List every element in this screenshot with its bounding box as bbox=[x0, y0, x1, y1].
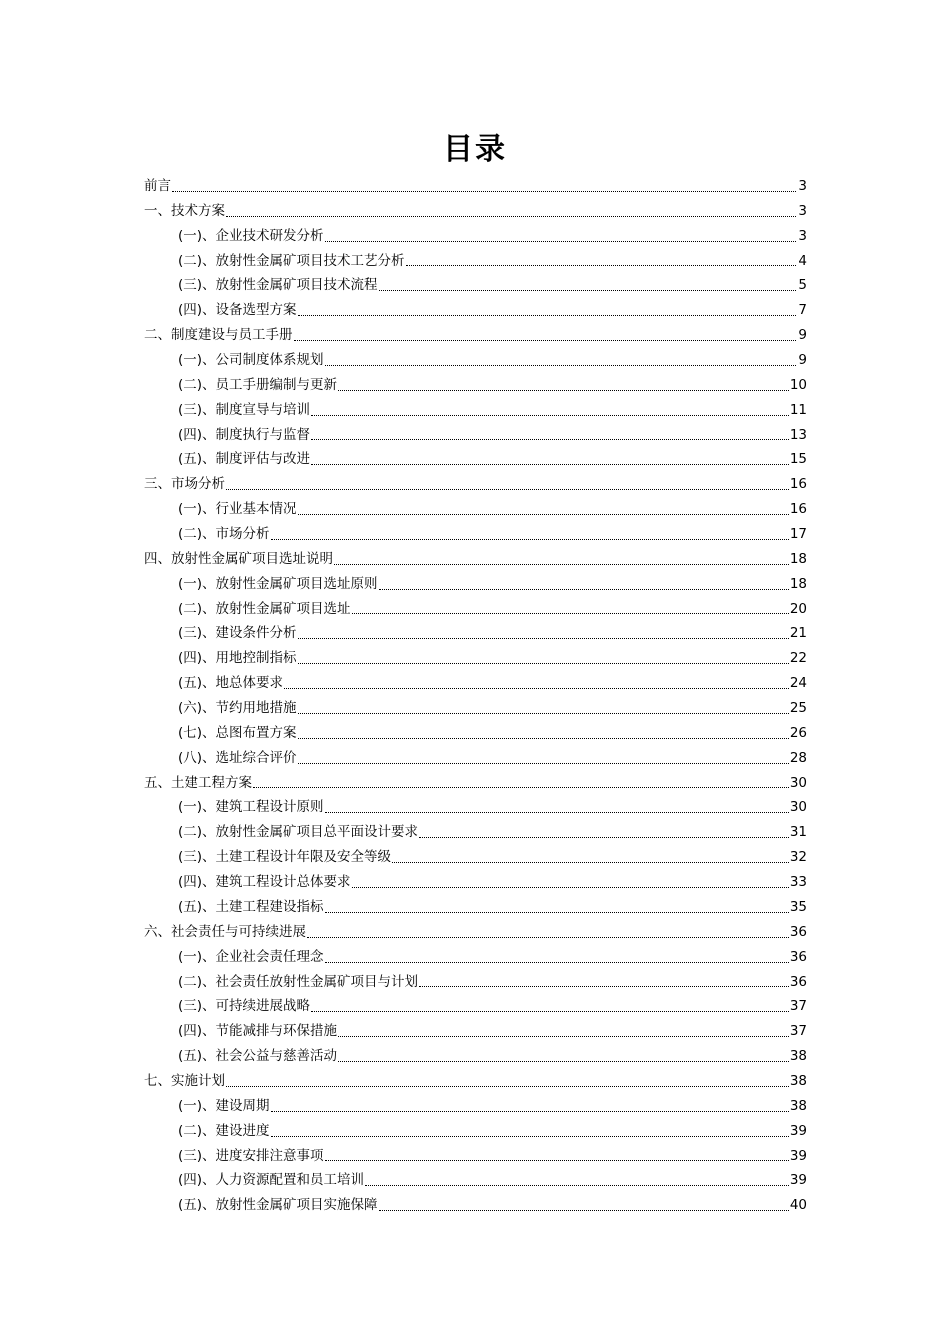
toc-dot-leader bbox=[253, 786, 789, 788]
toc-dot-leader bbox=[338, 389, 789, 391]
toc-dot-leader bbox=[298, 662, 789, 664]
toc-page-number: 38 bbox=[789, 1072, 807, 1089]
toc-entry-title: (三)、土建工程设计年限及安全等级 bbox=[178, 849, 392, 866]
toc-page-number: 31 bbox=[789, 824, 807, 841]
toc-entry[interactable] bbox=[144, 696, 807, 721]
toc-page-number: 37 bbox=[789, 998, 807, 1015]
toc-dot-leader bbox=[298, 737, 789, 739]
toc-entry[interactable] bbox=[144, 721, 807, 746]
toc-page-number: 28 bbox=[789, 749, 807, 766]
toc-page-number: 10 bbox=[789, 376, 807, 393]
toc-entry[interactable] bbox=[144, 323, 807, 348]
toc-dot-leader bbox=[271, 1110, 789, 1112]
toc-dot-leader bbox=[338, 1035, 789, 1037]
toc-page-number: 37 bbox=[789, 1023, 807, 1040]
toc-page-number: 38 bbox=[789, 1048, 807, 1065]
toc-page-number: 4 bbox=[798, 252, 807, 269]
toc-page-number: 30 bbox=[789, 774, 807, 791]
toc-entry-title: (二)、建设进度 bbox=[178, 1122, 270, 1139]
toc-page-number: 15 bbox=[789, 451, 807, 468]
toc-entry-title: (一)、企业社会责任理念 bbox=[178, 948, 324, 965]
toc-entry[interactable] bbox=[144, 845, 807, 870]
toc-page-number: 40 bbox=[789, 1197, 807, 1214]
toc-entry-title: 一、技术方案 bbox=[144, 202, 225, 219]
toc-entry[interactable] bbox=[144, 597, 807, 622]
toc-entry[interactable] bbox=[144, 224, 807, 249]
toc-entry[interactable] bbox=[144, 994, 807, 1019]
toc-dot-leader bbox=[365, 1184, 789, 1186]
toc-dot-leader bbox=[419, 836, 789, 838]
toc-page-number: 18 bbox=[789, 550, 807, 567]
toc-dot-leader bbox=[379, 588, 789, 590]
toc-dot-leader bbox=[325, 240, 796, 242]
toc-entry[interactable] bbox=[144, 621, 807, 646]
toc-entry[interactable] bbox=[144, 820, 807, 845]
toc-page-number: 16 bbox=[789, 501, 807, 518]
toc-entry[interactable] bbox=[144, 1044, 807, 1069]
toc-entry[interactable] bbox=[144, 895, 807, 920]
toc-entry[interactable] bbox=[144, 795, 807, 820]
toc-page-number: 22 bbox=[789, 650, 807, 667]
toc-entry[interactable] bbox=[144, 348, 807, 373]
toc-entry-title: (八)、选址综合评价 bbox=[178, 749, 297, 766]
toc-dot-leader bbox=[284, 687, 789, 689]
toc-dot-leader bbox=[325, 911, 789, 913]
toc-dot-leader bbox=[226, 1085, 789, 1087]
toc-dot-leader bbox=[298, 314, 796, 316]
toc-entry-title: (五)、放射性金属矿项目实施保障 bbox=[178, 1197, 378, 1214]
toc-entry[interactable] bbox=[144, 522, 807, 547]
toc-page-number: 16 bbox=[789, 476, 807, 493]
toc-entry-title: (一)、企业技术研发分析 bbox=[178, 227, 324, 244]
toc-dot-leader bbox=[271, 538, 789, 540]
toc-page-number: 11 bbox=[789, 401, 807, 418]
toc-entry[interactable] bbox=[144, 1168, 807, 1193]
toc-entry-title: (四)、设备选型方案 bbox=[178, 302, 297, 319]
toc-dot-leader bbox=[271, 1135, 789, 1137]
toc-page-number: 30 bbox=[789, 799, 807, 816]
toc-page-number: 39 bbox=[789, 1122, 807, 1139]
toc-dot-leader bbox=[298, 762, 789, 764]
toc-page-number: 36 bbox=[789, 973, 807, 990]
toc-entry-title: (五)、地总体要求 bbox=[178, 675, 284, 692]
toc-entry-title: 三、市场分析 bbox=[144, 476, 225, 493]
toc-page-number: 3 bbox=[798, 202, 807, 219]
toc-entry-title: 六、社会责任与可持续进展 bbox=[144, 923, 306, 940]
toc-dot-leader bbox=[352, 886, 789, 888]
toc-entry[interactable] bbox=[144, 771, 807, 796]
toc-entry[interactable] bbox=[144, 646, 807, 671]
toc-dot-leader bbox=[325, 364, 796, 366]
toc-entry-title: (四)、节能减排与环保措施 bbox=[178, 1023, 338, 1040]
toc-entry-title: (三)、放射性金属矿项目技术流程 bbox=[178, 277, 378, 294]
toc-dot-leader bbox=[311, 414, 789, 416]
toc-entry[interactable] bbox=[144, 373, 807, 398]
toc-entry-title: (七)、总图布置方案 bbox=[178, 724, 297, 741]
toc-entry[interactable] bbox=[144, 199, 807, 224]
toc-entry-title: (四)、制度执行与监督 bbox=[178, 426, 311, 443]
toc-page-number: 7 bbox=[798, 302, 807, 319]
toc-dot-leader bbox=[311, 463, 789, 465]
toc-dot-leader bbox=[352, 612, 789, 614]
toc-entry-title: (二)、放射性金属矿项目总平面设计要求 bbox=[178, 824, 419, 841]
toc-entry-title: (一)、行业基本情况 bbox=[178, 501, 297, 518]
toc-dot-leader bbox=[325, 961, 789, 963]
toc-entry[interactable] bbox=[144, 472, 807, 497]
toc-page-number: 3 bbox=[798, 178, 807, 194]
toc-dot-leader bbox=[338, 1060, 789, 1062]
toc-dot-leader bbox=[419, 985, 789, 987]
toc-page-number: 39 bbox=[789, 1172, 807, 1189]
toc-page-number: 17 bbox=[789, 526, 807, 543]
toc-page-number: 3 bbox=[798, 227, 807, 244]
toc-entry[interactable] bbox=[144, 1193, 807, 1218]
toc-entry[interactable] bbox=[144, 746, 807, 771]
toc-entry[interactable] bbox=[144, 1019, 807, 1044]
toc-entry-title: (一)、公司制度体系规划 bbox=[178, 352, 324, 369]
toc-entry[interactable] bbox=[144, 970, 807, 995]
toc-page-number: 9 bbox=[798, 327, 807, 344]
toc-page-number: 5 bbox=[798, 277, 807, 294]
toc-page-number: 26 bbox=[789, 724, 807, 741]
toc-entry-title: (四)、建筑工程设计总体要求 bbox=[178, 874, 351, 891]
toc-entry[interactable] bbox=[144, 671, 807, 696]
toc-dot-leader bbox=[325, 811, 789, 813]
toc-entry-title: 二、制度建设与员工手册 bbox=[144, 327, 293, 344]
toc-entry[interactable] bbox=[144, 398, 807, 423]
toc-entry-title: 四、放射性金属矿项目选址说明 bbox=[144, 550, 333, 567]
toc-entry-title: (一)、建筑工程设计原则 bbox=[178, 799, 324, 816]
toc-entry[interactable] bbox=[144, 1069, 807, 1094]
toc-entry[interactable] bbox=[144, 870, 807, 895]
toc-entry-title: (三)、可持续进展战略 bbox=[178, 998, 311, 1015]
page-title: 目录 bbox=[443, 132, 507, 167]
toc-page-number: 25 bbox=[789, 700, 807, 717]
toc-entry-title: (三)、进度安排注意事项 bbox=[178, 1147, 324, 1164]
toc-entry-title: (二)、社会责任放射性金属矿项目与计划 bbox=[178, 973, 419, 990]
toc-dot-leader bbox=[307, 936, 789, 938]
toc-page-number: 20 bbox=[789, 600, 807, 617]
toc-entry[interactable] bbox=[144, 920, 807, 945]
toc-page-number: 32 bbox=[789, 849, 807, 866]
toc-entry-title: (六)、节约用地措施 bbox=[178, 700, 297, 717]
toc-dot-leader bbox=[379, 289, 796, 291]
toc-dot-leader bbox=[298, 513, 789, 515]
toc-entry-title: (五)、制度评估与改进 bbox=[178, 451, 311, 468]
toc-dot-leader bbox=[325, 1159, 789, 1161]
toc-page-number: 24 bbox=[789, 675, 807, 692]
toc-entry[interactable] bbox=[144, 423, 807, 448]
toc-entry-title: 五、土建工程方案 bbox=[144, 774, 252, 791]
toc-entry-title: (四)、用地控制指标 bbox=[178, 650, 297, 667]
toc-dot-leader bbox=[294, 339, 797, 341]
toc-page-number: 39 bbox=[789, 1147, 807, 1164]
toc-entry-title: (二)、员工手册编制与更新 bbox=[178, 376, 338, 393]
toc-entry-title: 七、实施计划 bbox=[144, 1072, 225, 1089]
toc-entry[interactable] bbox=[144, 298, 807, 323]
toc-page-number: 38 bbox=[789, 1097, 807, 1114]
toc-dot-leader bbox=[298, 712, 789, 714]
toc-entry-title: (二)、放射性金属矿项目选址 bbox=[178, 600, 351, 617]
toc-dot-leader bbox=[172, 190, 796, 192]
toc-dot-leader bbox=[298, 637, 789, 639]
toc-dot-leader bbox=[379, 1209, 789, 1211]
toc-page-number: 18 bbox=[789, 575, 807, 592]
toc-entry[interactable] bbox=[144, 1119, 807, 1144]
toc-entry-title: (三)、建设条件分析 bbox=[178, 625, 297, 642]
toc-entry[interactable] bbox=[144, 945, 807, 970]
toc-page-number: 21 bbox=[789, 625, 807, 642]
toc-dot-leader bbox=[334, 563, 789, 565]
toc-entry[interactable] bbox=[144, 1144, 807, 1169]
toc-entry[interactable] bbox=[144, 174, 807, 199]
toc-entry[interactable] bbox=[144, 1094, 807, 1119]
toc-entry[interactable] bbox=[144, 249, 807, 274]
toc-page-number: 13 bbox=[789, 426, 807, 443]
toc-entry[interactable] bbox=[144, 497, 807, 522]
toc-page-number: 36 bbox=[789, 948, 807, 965]
toc-dot-leader bbox=[406, 264, 796, 266]
toc-page-number: 33 bbox=[789, 874, 807, 891]
toc-dot-leader bbox=[392, 861, 789, 863]
toc-entry-title: (五)、土建工程建设指标 bbox=[178, 898, 324, 915]
toc-entry[interactable] bbox=[144, 547, 807, 572]
toc-page-number: 36 bbox=[789, 923, 807, 940]
toc-dot-leader bbox=[311, 438, 789, 440]
toc-list bbox=[144, 174, 807, 1218]
toc-dot-leader bbox=[226, 215, 796, 217]
toc-entry-title: (一)、放射性金属矿项目选址原则 bbox=[178, 575, 378, 592]
toc-entry-title: (五)、社会公益与慈善活动 bbox=[178, 1048, 338, 1065]
toc-entry-title: (二)、放射性金属矿项目技术工艺分析 bbox=[178, 252, 405, 269]
toc-entry-title: 前言 bbox=[144, 178, 171, 194]
toc-entry[interactable] bbox=[144, 447, 807, 472]
toc-entry[interactable] bbox=[144, 572, 807, 597]
toc-entry-title: (三)、制度宣导与培训 bbox=[178, 401, 311, 418]
toc-entry-title: (二)、市场分析 bbox=[178, 526, 270, 543]
toc-entry-title: (四)、人力资源配置和员工培训 bbox=[178, 1172, 365, 1189]
toc-dot-leader bbox=[311, 1010, 789, 1012]
toc-page-number: 35 bbox=[789, 898, 807, 915]
toc-dot-leader bbox=[226, 488, 789, 490]
toc-entry[interactable] bbox=[144, 273, 807, 298]
toc-page-number: 9 bbox=[798, 352, 807, 369]
toc-entry-title: (一)、建设周期 bbox=[178, 1097, 270, 1114]
